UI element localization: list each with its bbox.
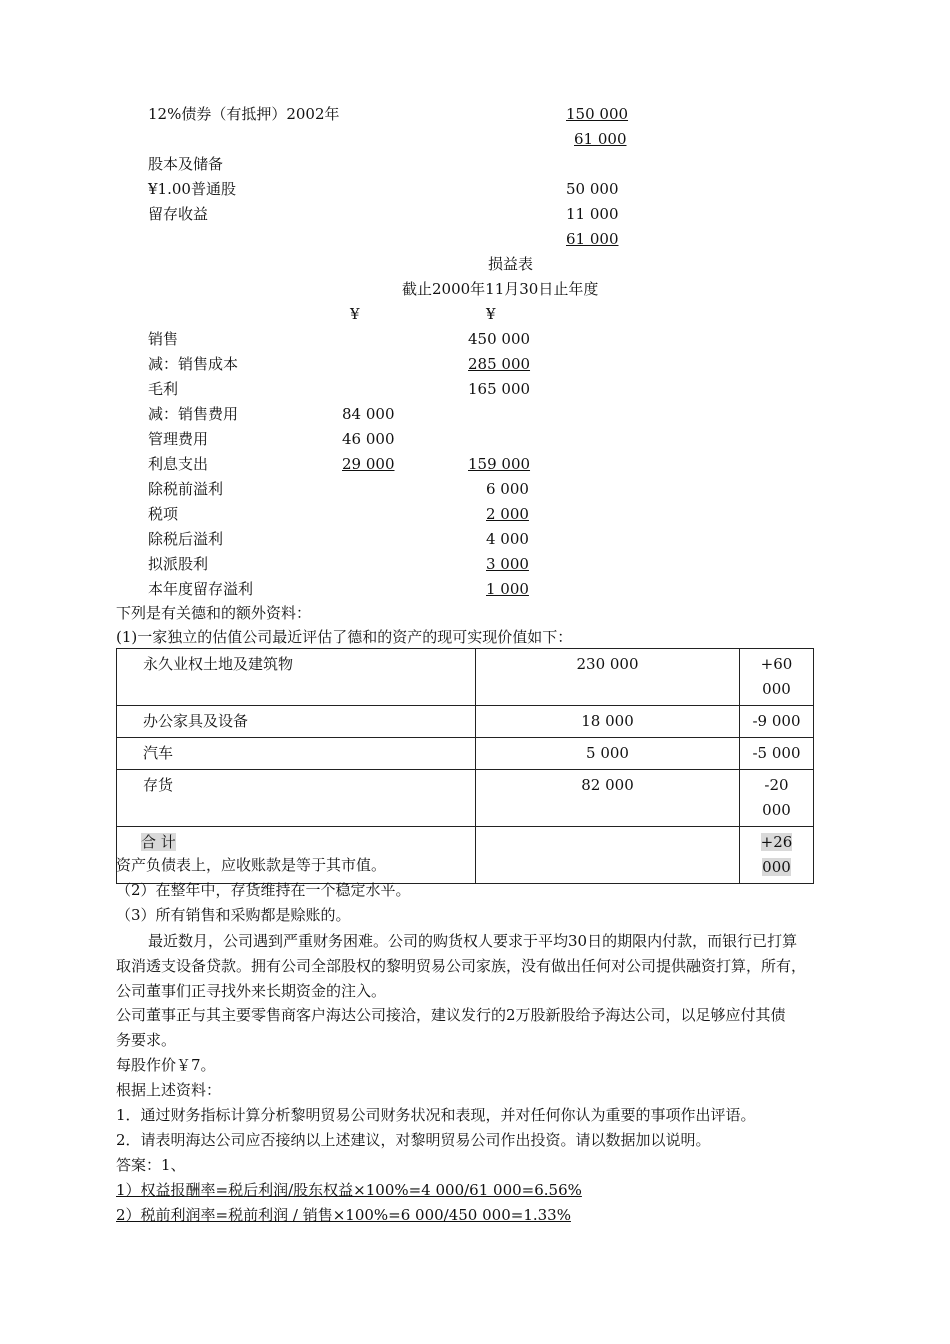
currency-col1: ¥ — [350, 305, 360, 323]
income-col2: 285 000 — [468, 355, 531, 373]
income-col1: 29 000 — [342, 455, 395, 473]
table-row — [117, 706, 814, 738]
retained-value: 11 000 — [566, 205, 619, 223]
currency-col2: ¥ — [486, 305, 496, 323]
item-cell: 办公家具及设备 — [117, 706, 476, 738]
valuation-table — [116, 648, 814, 884]
income-col2: 165 000 — [468, 380, 531, 398]
receivables-note: 资产负债表上，应收账款是等于其市值。 — [116, 856, 387, 874]
equity-heading: 股本及储备 — [148, 155, 224, 173]
question-2: 2．请表明海达公司应否接纳以上述建议，对黎明贸易公司作出投资。请以数据加以说明。 — [116, 1131, 711, 1149]
change-line: 000 — [762, 858, 791, 876]
income-label: 利息支出 — [148, 455, 209, 473]
value-cell: 5 000 — [476, 738, 740, 770]
extra-info-heading: 下列是有关德和的额外资料： — [116, 604, 312, 622]
income-label: 税项 — [148, 505, 179, 523]
income-col2: 2 000 — [486, 505, 529, 523]
change-line: 000 — [762, 801, 791, 819]
change-cell: -5 000 — [740, 738, 814, 770]
table-row — [117, 770, 814, 827]
item-cell: 永久业权土地及建筑物 — [117, 649, 476, 706]
income-col2: 3 000 — [486, 555, 529, 573]
income-col2: 1 000 — [486, 580, 529, 598]
answer-1: 1）权益报酬率=税后利润/股东权益×100%=4 000/61 000=6.56% — [116, 1181, 582, 1199]
income-label: 毛利 — [148, 380, 179, 398]
item-cell: 存货 — [117, 770, 476, 827]
item1-intro: (1)一家独立的估值公司最近评估了德和的资产的现可实现价值如下： — [116, 628, 573, 646]
income-label: 除税前溢利 — [148, 480, 224, 498]
income-label: 除税后溢利 — [148, 530, 224, 548]
answer-heading: 答案：1、 — [116, 1156, 186, 1174]
net-value: 61 000 — [574, 130, 627, 148]
income-col1: 84 000 — [342, 405, 395, 423]
change-line: +26 — [760, 833, 793, 851]
note-item3: （3）所有销售和采购都是赊账的。 — [116, 906, 351, 924]
change-cell — [740, 770, 814, 827]
income-title: 损益表 — [488, 255, 534, 273]
share-value: 50 000 — [566, 180, 619, 198]
paragraph1-line3: 公司董事们正寻找外来长期资金的注入。 — [116, 982, 387, 1000]
income-col2: 159 000 — [468, 455, 531, 473]
equity-total: 61 000 — [566, 230, 619, 248]
question-1: 1．通过财务指标计算分析黎明贸易公司财务状况和表现，并对任何你认为重要的事项作出评语。 — [116, 1106, 756, 1124]
total-change-cell — [740, 827, 814, 884]
total-label: 合 计 — [141, 833, 176, 851]
value-cell: 82 000 — [476, 770, 740, 827]
retained-label: 留存收益 — [148, 205, 209, 223]
income-label: 管理费用 — [148, 430, 209, 448]
table-row — [117, 649, 814, 706]
value-cell: 18 000 — [476, 706, 740, 738]
bond-label: 12%债券（有抵押）2002年 — [148, 105, 340, 123]
income-label: 拟派股利 — [148, 555, 209, 573]
table-row — [117, 738, 814, 770]
change-line: +60 — [760, 655, 793, 673]
bond-value: 150 000 — [566, 105, 629, 123]
income-col2: 450 000 — [468, 330, 531, 348]
income-col2: 4 000 — [486, 530, 529, 548]
share-label: ¥1.00普通股 — [148, 180, 236, 198]
income-label: 销售 — [148, 330, 179, 348]
change-cell: -9 000 — [740, 706, 814, 738]
income-label: 本年度留存溢利 — [148, 580, 254, 598]
paragraph1-line2: 取消透支设备贷款。拥有公司全部股权的黎明贸易公司家族，没有做出任何对公司提供融资打算，所有， — [116, 957, 807, 975]
income-col1: 46 000 — [342, 430, 395, 448]
paragraph2-line1: 公司董事正与其主要零售商客户海达公司接洽，建议发行的2万股新股给予海达公司，以足够应付其债 — [116, 1006, 786, 1024]
change-line: 000 — [762, 680, 791, 698]
paragraph2-line2: 务要求。 — [116, 1031, 177, 1049]
answer-2: 2）税前利润率=税前利润 / 销售×100%=6 000/450 000=1.33% — [116, 1206, 571, 1224]
value-cell: 230 000 — [476, 649, 740, 706]
change-line: -20 — [764, 776, 789, 794]
paragraph1-line1: 最近数月，公司遇到严重财务困难。公司的购货权人要求于平均30日的期限内付款，而银行已打算 — [148, 932, 798, 950]
change-cell — [740, 649, 814, 706]
share-price: 每股作价￥7。 — [116, 1056, 216, 1074]
question-intro: 根据上述资料： — [116, 1081, 222, 1099]
note-item2: （2）在整年中，存货维持在一个稳定水平。 — [116, 881, 411, 899]
income-label: 减：销售成本 — [148, 355, 239, 373]
income-label: 减：销售费用 — [148, 405, 239, 423]
item-cell: 汽车 — [117, 738, 476, 770]
total-value-cell — [476, 827, 740, 884]
income-col2: 6 000 — [486, 480, 529, 498]
income-period: 截止2000年11月30日止年度 — [402, 280, 599, 298]
